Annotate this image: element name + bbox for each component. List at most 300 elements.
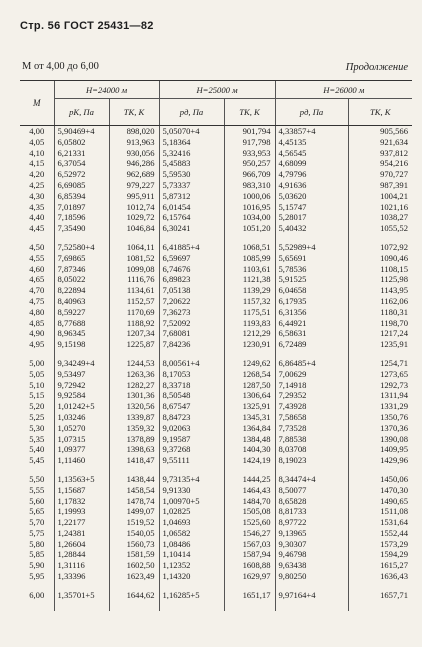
- pressure-cell: 5,87312: [159, 191, 224, 202]
- mach-cell: 4,05: [29, 136, 45, 147]
- range-caption: М от 4,00 до 6,00: [22, 61, 99, 72]
- pressure-cell: 6,31356: [275, 307, 348, 318]
- table-row: [20, 539, 412, 550]
- pressure-cell: 1,10414: [159, 549, 224, 560]
- table-row: [20, 328, 412, 339]
- temperature-cell: 1217,24: [348, 328, 412, 339]
- temperature-cell: 1470,30: [348, 485, 412, 496]
- temperature-cell: 1629,97: [224, 571, 275, 582]
- table-row: [20, 126, 412, 137]
- pressure-cell: 7,43928: [275, 401, 348, 412]
- temperature-cell: 1116,76: [109, 274, 159, 285]
- temperature-cell: 1273,65: [348, 369, 412, 380]
- pressure-cell: 5,32416: [159, 148, 224, 159]
- pressure-cell: 5,28017: [275, 212, 348, 223]
- pressure-cell: 4,91636: [275, 180, 348, 191]
- temperature-cell: 905,566: [348, 126, 412, 137]
- mach-cell: 4,00: [29, 126, 45, 136]
- mach-cell: 4,65: [29, 274, 45, 285]
- table-row: [20, 455, 412, 466]
- pressure-cell: 8,96345: [54, 328, 109, 339]
- temperature-cell: 901,794: [224, 126, 275, 137]
- mach-cell: 5,65: [29, 506, 45, 517]
- pressure-cell: 1,35701+5: [54, 582, 109, 611]
- pressure-cell: 9,30307: [275, 539, 348, 550]
- table-row: [20, 350, 412, 369]
- pressure-cell: 7,01897: [54, 202, 109, 213]
- temperature-cell: 1306,64: [224, 390, 275, 401]
- temperature-cell: 1157,32: [224, 296, 275, 307]
- temperature-cell: 1000,06: [224, 191, 275, 202]
- pressure-cell: 8,33718: [159, 380, 224, 391]
- pressure-cell: 1,31116: [54, 560, 109, 571]
- pressure-cell: 8,50548: [159, 390, 224, 401]
- mach-cell: 5,00: [29, 357, 45, 368]
- table-row: [20, 380, 412, 391]
- pressure-cell: 8,50077: [275, 485, 348, 496]
- pressure-cell: 7,36273: [159, 307, 224, 318]
- pressure-cell: 7,52580+4: [54, 234, 109, 253]
- pressure-cell: 8,03708: [275, 444, 348, 455]
- continuation-label: Продолжение: [345, 62, 408, 73]
- table-row: [20, 274, 412, 285]
- mach-cell: 5,55: [29, 484, 45, 495]
- temperature-cell: 1301,36: [109, 390, 159, 401]
- temperature-cell: 970,727: [348, 169, 412, 180]
- temperature-cell: 1359,32: [109, 423, 159, 434]
- table-body: [20, 126, 412, 611]
- pressure-cell: 7,52092: [159, 318, 224, 329]
- temperature-cell: 1519,52: [109, 517, 159, 528]
- pressure-cell: 7,88538: [275, 434, 348, 445]
- pressure-cell: 8,19023: [275, 455, 348, 466]
- table-row: [20, 137, 412, 148]
- temperature-cell: 1499,07: [109, 506, 159, 517]
- temperature-cell: 1282,27: [109, 380, 159, 391]
- table-row: [20, 517, 412, 528]
- temperature-cell: 1143,95: [348, 285, 412, 296]
- temperature-cell: 1212,29: [224, 328, 275, 339]
- temperature-cell: 1378,89: [109, 434, 159, 445]
- mach-cell: 5,50: [29, 473, 45, 484]
- temperature-cell: 1064,11: [109, 234, 159, 253]
- mach-cell: 5,30: [29, 422, 45, 433]
- table-row: [20, 401, 412, 412]
- pressure-cell: 6,01454: [159, 202, 224, 213]
- pressure-cell: 4,68099: [275, 158, 348, 169]
- atmosphere-table: [20, 80, 412, 611]
- pressure-cell: 6,52972: [54, 169, 109, 180]
- mach-header: М: [20, 81, 54, 126]
- mach-cell: 5,15: [29, 390, 45, 401]
- temperature-cell: 1644,62: [109, 582, 159, 611]
- pressure-cell: 1,15687: [54, 485, 109, 496]
- mach-cell: 4,60: [29, 263, 45, 274]
- pressure-cell: 5,73337: [159, 180, 224, 191]
- pressure-cell: 8,77688: [54, 318, 109, 329]
- temperature-cell: 1581,59: [109, 549, 159, 560]
- temperature-cell: 1292,73: [348, 380, 412, 391]
- temperature-cell: 1429,96: [348, 455, 412, 466]
- pressure-cell: 1,09377: [54, 444, 109, 455]
- table-row: [20, 191, 412, 202]
- temperature-cell: 1235,91: [348, 339, 412, 350]
- table-row: [20, 582, 412, 611]
- table-row: [20, 234, 412, 253]
- pressure-cell: 7,69865: [54, 253, 109, 264]
- mach-cell: 4,35: [29, 201, 45, 212]
- pressure-cell: 9,55111: [159, 455, 224, 466]
- mach-cell: 4,30: [29, 190, 45, 201]
- pressure-cell: 4,56545: [275, 148, 348, 159]
- mach-cell: 4,25: [29, 179, 45, 190]
- temperature-cell: 1345,31: [224, 412, 275, 423]
- pressure-cell: 5,05070+4: [159, 126, 224, 137]
- temperature-cell: 1339,87: [109, 412, 159, 423]
- table-row: [20, 412, 412, 423]
- table-row: [20, 169, 412, 180]
- table-row: [20, 285, 412, 296]
- pressure-cell: 8,00561+4: [159, 350, 224, 369]
- temperature-cell: 983,310: [224, 180, 275, 191]
- temperature-cell: 921,634: [348, 137, 412, 148]
- temperature-cell: 1225,87: [109, 339, 159, 350]
- pressure-cell: 5,15747: [275, 202, 348, 213]
- table-row: [20, 223, 412, 234]
- temperature-cell: 1085,99: [224, 253, 275, 264]
- temperature-cell: 1055,52: [348, 223, 412, 234]
- pressure-cell: 5,78536: [275, 264, 348, 275]
- temperature-cell: 1651,17: [224, 582, 275, 611]
- mach-cell: 4,90: [29, 328, 45, 339]
- temperature-cell: 930,056: [109, 148, 159, 159]
- pressure-cell: 1,02825: [159, 506, 224, 517]
- temperature-cell: 1046,84: [109, 223, 159, 234]
- pressure-cell: 8,84723: [159, 412, 224, 423]
- pressure-cell: 7,35490: [54, 223, 109, 234]
- temperature-cell: 1034,00: [224, 212, 275, 223]
- pressure-cell: 6,89823: [159, 274, 224, 285]
- pressure-cell: 8,81733: [275, 506, 348, 517]
- temperature-cell: 1081,52: [109, 253, 159, 264]
- temperature-cell: 1657,71: [348, 582, 412, 611]
- pressure-cell: 4,79796: [275, 169, 348, 180]
- temperature-cell: 1121,38: [224, 274, 275, 285]
- pressure-cell: 1,13563+5: [54, 466, 109, 485]
- table-row: [20, 485, 412, 496]
- pressure-cell: 6,44921: [275, 318, 348, 329]
- temperature-cell: 913,963: [109, 137, 159, 148]
- pressure-cell: 1,01242+5: [54, 401, 109, 412]
- temperature-cell: 1068,51: [224, 234, 275, 253]
- pressure-cell: 7,68081: [159, 328, 224, 339]
- pressure-cell: 9,53497: [54, 369, 109, 380]
- temperature-cell: 1103,61: [224, 264, 275, 275]
- temperature-cell: 1450,06: [348, 466, 412, 485]
- temperature-cell: 1180,31: [348, 307, 412, 318]
- pressure-cell: 8,17053: [159, 369, 224, 380]
- pressure-cell: 1,24381: [54, 528, 109, 539]
- table-row: [20, 560, 412, 571]
- pressure-cell: 7,73528: [275, 423, 348, 434]
- temperature-cell: 1230,91: [224, 339, 275, 350]
- table-row: [20, 444, 412, 455]
- pressure-cell: 6,59697: [159, 253, 224, 264]
- temperature-cell: 1531,64: [348, 517, 412, 528]
- temperature-cell: 1464,43: [224, 485, 275, 496]
- pressure-cell: 5,91525: [275, 274, 348, 285]
- pressure-cell: 6,17935: [275, 296, 348, 307]
- pressure-cell: 6,04658: [275, 285, 348, 296]
- table-row: [20, 296, 412, 307]
- temperature-cell: 1350,76: [348, 412, 412, 423]
- temperature-cell: 1540,05: [109, 528, 159, 539]
- table-row: [20, 390, 412, 401]
- pressure-cell: 1,17832: [54, 496, 109, 507]
- pressure-cell: 6,86485+4: [275, 350, 348, 369]
- altitude-header-2: H=25000 м: [159, 81, 275, 99]
- mach-cell: 4,20: [29, 169, 45, 180]
- pressure-cell: 1,05270: [54, 423, 109, 434]
- mach-cell: 4,95: [29, 339, 45, 350]
- temperature-cell: 1418,47: [109, 455, 159, 466]
- pressure-cell: 7,20622: [159, 296, 224, 307]
- table-row: [20, 528, 412, 539]
- mach-cell: 5,35: [29, 433, 45, 444]
- temperature-cell: 1175,51: [224, 307, 275, 318]
- mach-cell: 4,75: [29, 295, 45, 306]
- mach-cell: 5,05: [29, 368, 45, 379]
- mach-cell: 4,85: [29, 317, 45, 328]
- temperature-cell: 917,798: [224, 137, 275, 148]
- pressure-header-3: pд, Па: [275, 99, 348, 126]
- pressure-cell: 9,02063: [159, 423, 224, 434]
- temperature-cell: 1384,48: [224, 434, 275, 445]
- table-row: [20, 506, 412, 517]
- pressure-cell: 9,72942: [54, 380, 109, 391]
- pressure-cell: 9,73135+4: [159, 466, 224, 485]
- pressure-cell: 7,00629: [275, 369, 348, 380]
- temperature-cell: 1438,44: [109, 466, 159, 485]
- temperature-cell: 1254,71: [348, 350, 412, 369]
- mach-cell: 5,95: [29, 571, 45, 582]
- pressure-cell: 4,45135: [275, 137, 348, 148]
- temperature-cell: 1424,19: [224, 455, 275, 466]
- temperature-cell: 1188,92: [109, 318, 159, 329]
- pressure-cell: 9,15198: [54, 339, 109, 350]
- mach-cell: 6,00: [29, 589, 45, 600]
- pressure-cell: 9,13965: [275, 528, 348, 539]
- table-row: [20, 253, 412, 264]
- temperature-cell: 950,257: [224, 158, 275, 169]
- pressure-cell: 8,59227: [54, 307, 109, 318]
- pressure-cell: 1,14320: [159, 571, 224, 582]
- pressure-cell: 6,05802: [54, 137, 109, 148]
- pressure-cell: 5,40432: [275, 223, 348, 234]
- mach-cell: 5,80: [29, 538, 45, 549]
- pressure-cell: 9,92584: [54, 390, 109, 401]
- mach-cell: 4,80: [29, 306, 45, 317]
- temperature-cell: 1016,95: [224, 202, 275, 213]
- temperature-cell: 966,709: [224, 169, 275, 180]
- temperature-cell: 1162,06: [348, 296, 412, 307]
- table-row: [20, 180, 412, 191]
- pressure-cell: 4,33857+4: [275, 126, 348, 137]
- pressure-cell: 5,90469+4: [54, 126, 109, 137]
- pressure-cell: 6,58631: [275, 328, 348, 339]
- temperature-cell: 1458,54: [109, 485, 159, 496]
- altitude-header-1: H=24000 м: [54, 81, 159, 99]
- pressure-cell: 7,29352: [275, 390, 348, 401]
- temperature-cell: 1021,16: [348, 202, 412, 213]
- temperature-cell: 937,812: [348, 148, 412, 159]
- temperature-cell: 1193,83: [224, 318, 275, 329]
- pressure-cell: 5,03620: [275, 191, 348, 202]
- mach-cell: 5,25: [29, 411, 45, 422]
- mach-cell: 5,45: [29, 455, 45, 466]
- mach-cell: 4,55: [29, 252, 45, 263]
- pressure-cell: 1,26604: [54, 539, 109, 550]
- temperature-cell: 1608,88: [224, 560, 275, 571]
- mach-cell: 5,85: [29, 549, 45, 560]
- altitude-header-3: H=26000 м: [275, 81, 412, 99]
- pressure-cell: 6,69085: [54, 180, 109, 191]
- temperature-cell: 1139,29: [224, 285, 275, 296]
- pressure-header-2: pд, Па: [159, 99, 224, 126]
- pressure-cell: 1,16285+5: [159, 582, 224, 611]
- pressure-cell: 1,04693: [159, 517, 224, 528]
- table-row: [20, 434, 412, 445]
- pressure-cell: 9,46798: [275, 549, 348, 560]
- table-row: [20, 369, 412, 380]
- temperature-header-1: TК, К: [109, 99, 159, 126]
- pressure-cell: 5,18364: [159, 137, 224, 148]
- pressure-cell: 6,30241: [159, 223, 224, 234]
- pressure-cell: 6,72489: [275, 339, 348, 350]
- temperature-cell: 1546,27: [224, 528, 275, 539]
- mach-cell: 5,10: [29, 379, 45, 390]
- temperature-cell: 1170,69: [109, 307, 159, 318]
- pressure-cell: 7,84236: [159, 339, 224, 350]
- table-row: [20, 496, 412, 507]
- pressure-header-1: pK, Па: [54, 99, 109, 126]
- mach-cell: 4,70: [29, 285, 45, 296]
- temperature-cell: 1038,27: [348, 212, 412, 223]
- pressure-cell: 5,59530: [159, 169, 224, 180]
- pressure-cell: 7,14918: [275, 380, 348, 391]
- mach-cell: 5,20: [29, 401, 45, 412]
- table-row: [20, 571, 412, 582]
- pressure-cell: 9,34249+4: [54, 350, 109, 369]
- temperature-cell: 1051,20: [224, 223, 275, 234]
- mach-cell: 4,50: [29, 241, 45, 252]
- temperature-cell: 1320,56: [109, 401, 159, 412]
- temperature-cell: 898,020: [109, 126, 159, 137]
- temperature-cell: 1331,29: [348, 401, 412, 412]
- temperature-cell: 1108,15: [348, 264, 412, 275]
- pressure-cell: 5,52989+4: [275, 234, 348, 253]
- temperature-cell: 1364,84: [224, 423, 275, 434]
- temperature-cell: 1134,61: [109, 285, 159, 296]
- table-row: [20, 212, 412, 223]
- pressure-cell: 8,40963: [54, 296, 109, 307]
- temperature-cell: 1249,62: [224, 350, 275, 369]
- temperature-cell: 1623,49: [109, 571, 159, 582]
- temperature-cell: 1615,27: [348, 560, 412, 571]
- temperature-cell: 1594,29: [348, 549, 412, 560]
- temperature-cell: 1012,74: [109, 202, 159, 213]
- temperature-cell: 1552,44: [348, 528, 412, 539]
- pressure-cell: 9,97164+4: [275, 582, 348, 611]
- temperature-cell: 1484,70: [224, 496, 275, 507]
- pressure-cell: 7,05138: [159, 285, 224, 296]
- temperature-cell: 962,689: [109, 169, 159, 180]
- temperature-cell: 1029,72: [109, 212, 159, 223]
- pressure-cell: 8,22894: [54, 285, 109, 296]
- pressure-cell: 6,41885+4: [159, 234, 224, 253]
- temperature-cell: 1602,50: [109, 560, 159, 571]
- pressure-cell: 6,74676: [159, 264, 224, 275]
- mach-cell: 4,45: [29, 223, 45, 234]
- pressure-cell: 1,06582: [159, 528, 224, 539]
- temperature-cell: 1525,60: [224, 517, 275, 528]
- temperature-cell: 1099,08: [109, 264, 159, 275]
- temperature-cell: 1490,65: [348, 496, 412, 507]
- temperature-cell: 1505,08: [224, 506, 275, 517]
- temperature-cell: 1511,08: [348, 506, 412, 517]
- temperature-cell: 1207,34: [109, 328, 159, 339]
- table-row: [20, 148, 412, 159]
- temperature-cell: 1636,43: [348, 571, 412, 582]
- pressure-cell: 8,97722: [275, 517, 348, 528]
- pressure-cell: 9,91330: [159, 485, 224, 496]
- mach-cell: 5,75: [29, 527, 45, 538]
- pressure-cell: 5,45883: [159, 158, 224, 169]
- pressure-cell: 1,28844: [54, 549, 109, 560]
- temperature-cell: 954,216: [348, 158, 412, 169]
- temperature-cell: 933,953: [224, 148, 275, 159]
- mach-cell: 5,70: [29, 517, 45, 528]
- pressure-cell: 9,63438: [275, 560, 348, 571]
- temperature-cell: 1370,36: [348, 423, 412, 434]
- pressure-cell: 1,07315: [54, 434, 109, 445]
- table-row: [20, 423, 412, 434]
- pressure-cell: 9,19587: [159, 434, 224, 445]
- pressure-cell: 1,03246: [54, 412, 109, 423]
- pressure-cell: 1,00970+5: [159, 496, 224, 507]
- mach-cell: 4,40: [29, 212, 45, 223]
- mach-cell: 5,40: [29, 444, 45, 455]
- pressure-cell: 6,15764: [159, 212, 224, 223]
- temperature-cell: 1004,21: [348, 191, 412, 202]
- table-row: [20, 264, 412, 275]
- pressure-cell: 7,18596: [54, 212, 109, 223]
- temperature-cell: 1444,25: [224, 466, 275, 485]
- pressure-cell: 6,21331: [54, 148, 109, 159]
- pressure-cell: 7,87346: [54, 264, 109, 275]
- temperature-cell: 1478,74: [109, 496, 159, 507]
- pressure-cell: 1,22177: [54, 517, 109, 528]
- temperature-cell: 1404,30: [224, 444, 275, 455]
- temperature-cell: 1263,36: [109, 369, 159, 380]
- temperature-cell: 1090,46: [348, 253, 412, 264]
- table-row: [20, 549, 412, 560]
- temperature-cell: 979,227: [109, 180, 159, 191]
- page-header: Стр. 56 ГОСТ 25431—82: [20, 20, 154, 32]
- temperature-cell: 1072,92: [348, 234, 412, 253]
- pressure-cell: 1,19993: [54, 506, 109, 517]
- pressure-cell: 6,37054: [54, 158, 109, 169]
